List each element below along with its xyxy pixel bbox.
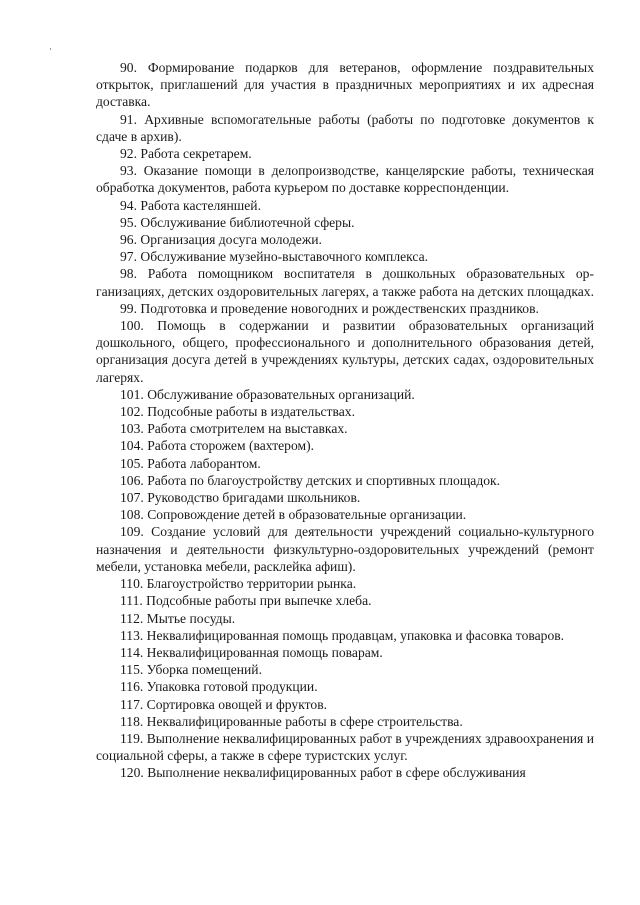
list-item: 96. Организация досуга молодежи. [120, 232, 322, 248]
list-item: 119. Выполнение неквалифицированных работ в учреждениях здравоохранения и социальной сферы, а также в сфере туристских услуг. [96, 730, 594, 764]
list-item: 115. Уборка помещений. [120, 662, 262, 678]
list-item: 101. Обслуживание образовательных организаций. [120, 386, 415, 402]
list-item: 110. Благоустройство территории рынка. [120, 576, 357, 592]
list-item: 92. Работа секретарем. [120, 146, 252, 162]
list-item: 111. Подсобные работы при выпечке хлеба. [120, 593, 372, 609]
list-item: 99. Подготовка и проведение новогодних и рождественских праздников. [120, 300, 539, 316]
list-item: 104. Работа сторожем (вахтером). [120, 438, 315, 454]
list-item: 94. Работа кастеляншей. [120, 197, 261, 213]
list-item: 116. Упаковка готовой продукции. [120, 679, 318, 695]
list-item: 118. Неквалифицированные работы в сфере строительства. [120, 713, 463, 729]
list-item: 106. Работа по благоустройству детских и спортивных площадок. [120, 472, 501, 488]
list-item: 112. Мытье посуды. [120, 610, 236, 626]
list-item: 113. Неквалифицированная помощь продавцам, упаковка и фасовка товаров. [120, 627, 565, 643]
list-item: 114. Неквалифицированная помощь поварам. [120, 644, 383, 660]
list-item: 100. Помощь в содержании и развитии образовательных организаций дошкольного, общего, профессионального и дополнительного образования детей, организация досуга детей в учреждениях культуры, детских садах, оздоровительных лагерях. [96, 318, 594, 385]
list-item: 95. Обслуживание библиотечной сферы. [120, 214, 355, 230]
list-item: 102. Подсобные работы в издательствах. [120, 404, 355, 420]
list-item: 103. Работа смотрителем на выставках. [120, 421, 348, 437]
list-item: 105. Работа лаборантом. [120, 455, 261, 471]
list-item: 120. Выполнение неквалифицированных работ в сфере обслуживания [120, 765, 526, 781]
list-item: 97. Обслуживание музейно-выставочного комплекса. [120, 249, 429, 265]
list-item: 109. Создание условий для деятельности учреждений социально-культурного назначения и деятельности физкультурно-оздоровительных учреждений (ремонт мебели, установка мебели, расклейка афиш). [96, 524, 594, 574]
document-page [96, 59, 594, 782]
list-item: 98. Работа помощником воспитателя в дошкольных образовательных организациях, детских оздоровительных лагерях, а также работа на детских площадках. [96, 266, 594, 299]
list-item: 93. Оказание помощи в делопроизводстве, канцелярские работы, техническая обработка документов, работа курьером по доставке корреспонденции. [96, 163, 594, 196]
list-item: 108. Сопровождение детей в образовательные организации. [120, 507, 467, 523]
list-item: 90. Формирование подарков для ветеранов, оформление поздравительных открыток, приглашений для участия в праздничных мероприятиях и их адресная доставка. [96, 60, 594, 110]
list-item: 117. Сортировка овощей и фруктов. [120, 696, 328, 712]
list-item: 91. Архивные вспомогательные работы (работы по подготовке документов к сдаче в архив). [96, 111, 594, 144]
list-item: 107. Руководство бригадами школьников. [120, 490, 361, 506]
scan-mark [50, 48, 51, 50]
